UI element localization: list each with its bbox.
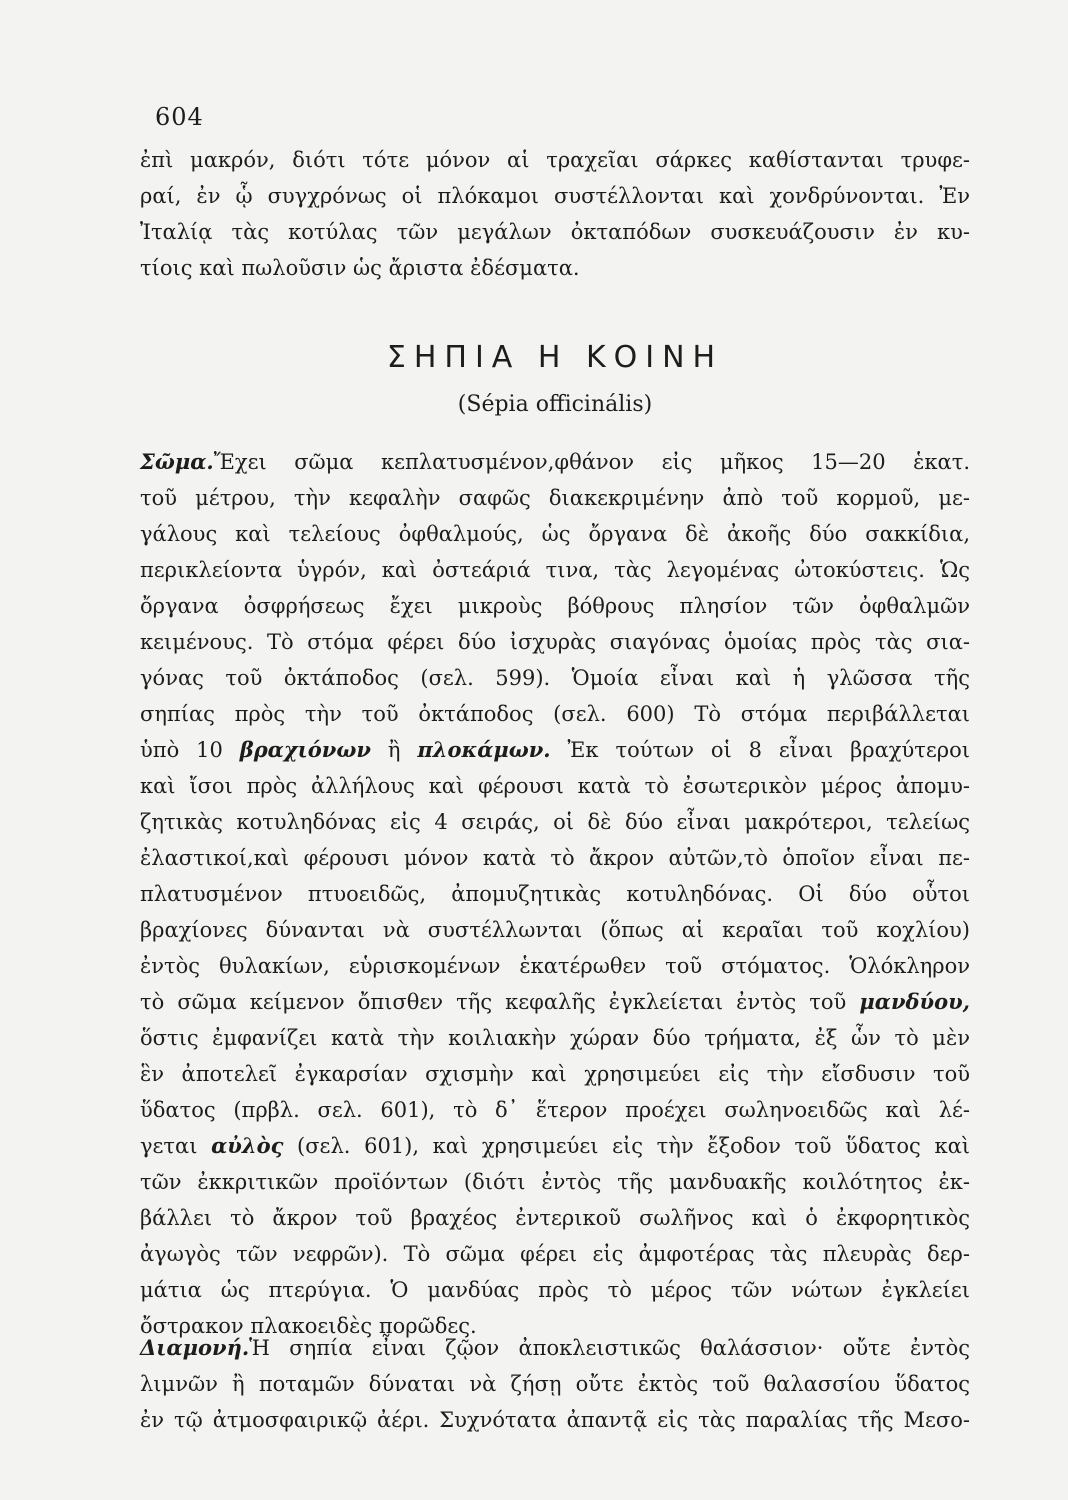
text-line: μάτια ὡς πτερύγια. Ὁ μανδύας πρὸς τὸ μέρος τῶν νώτων ἐγκλείει (140, 1278, 970, 1302)
section-title: ΣΗΠΙΑ Η ΚΟΙΝΗ (386, 340, 724, 375)
text-line: βραχίονες δύνανται νὰ συστέλλωνται (ὅπως αἱ κεραῖαι τοῦ κοχλίου) (140, 918, 970, 942)
term-mantle: μανδύου, (859, 989, 970, 1014)
text-line: ἐλαστικοί,καὶ φέρουσι μόνον κατὰ τὸ ἄκρον αὐτῶν,τὸ ὁποῖον εἶναι πε- (140, 846, 970, 870)
habitat-paragraph (140, 1330, 970, 1438)
text-line (140, 1330, 970, 1366)
text-line: ζητικὰς κοτυληδόνας εἰς 4 σειράς, οἱ δὲ δύο εἶναι μακρότεροι, τελείως (140, 810, 970, 834)
text-segment: ὑπὸ 10 (140, 738, 223, 762)
term-arms: βραχιόνων (239, 737, 371, 762)
text-line: τῶν ἐκκριτικῶν προϊόντων (διότι ἐντὸς τῆς μανδυακῆς κοιλότητος ἐκ- (140, 1170, 970, 1194)
text-line: ἀγωγὸς τῶν νεφρῶν). Τὸ σῶμα φέρει εἰς ἀμφοτέρας τὰς πλευρὰς δερ- (140, 1242, 970, 1266)
text-line (140, 1128, 970, 1164)
text-line: ὄργανα ὀσφρήσεως ἔχει μικροὺς βόθρους πλησίον τῶν ὀφθαλμῶν (140, 594, 970, 618)
text-line: Ἰταλίᾳ τὰς κοτύλας τῶν μεγάλων ὀκταπόδων συσκευάζουσιν ἐν κυ- (140, 220, 970, 244)
text-segment: Ἐκ τούτων οἱ 8 εἶναι βραχύτεροι (567, 738, 970, 762)
intro-paragraph (140, 142, 970, 286)
text-line: ὕδατος (πρβλ. σελ. 601), τὸ δ᾽ ἕτερον προέχει σωληνοειδῶς καὶ λέ- (140, 1098, 970, 1122)
text-line: λιμνῶν ἢ ποταμῶν δύναται νὰ ζήσῃ οὔτε ἐκτὸς τοῦ θαλασσίου ὕδατος (140, 1372, 970, 1396)
text-line: γόνας τοῦ ὀκτάποδος (σελ. 599). Ὁμοία εἶναι καὶ ἡ γλῶσσα τῆς (140, 666, 970, 690)
section-label-body: Σῶμα. (140, 449, 214, 474)
text-line: τοῦ μέτρου, τὴν κεφαλὴν σαφῶς διακεκριμένην ἀπὸ τοῦ κορμοῦ, με- (140, 486, 970, 510)
latin-name: (Sépia officinális) (457, 392, 653, 417)
text-line: ραί, ἐν ᾧ συγχρόνως οἱ πλόκαμοι συστέλλονται καὶ χονδρύνονται. Ἐν (140, 184, 970, 208)
text-line (140, 732, 970, 768)
text-line: πλατυσμένον πτυοειδῶς, ἀπομυζητικὰς κοτυληδόνας. Οἱ δύο οὗτοι (140, 882, 970, 906)
text-line: ἓν ἀποτελεῖ ἐγκαρσίαν σχισμὴν καὶ χρησιμεύει εἰς τὴν εἴσδυσιν τοῦ (140, 1062, 970, 1086)
text-segment: τὸ σῶμα κείμενον ὄπισθεν τῆς κεφαλῆς ἐγκλείεται ἐντὸς τοῦ (140, 990, 847, 1014)
body-paragraph (140, 444, 970, 1344)
section-label-habitat: Διαμονή. (140, 1335, 250, 1360)
text-line: ὅστις ἐμφανίζει κατὰ τὴν κοιλιακὴν χώραν δύο τρήματα, ἐξ ὧν τὸ μὲν (140, 1026, 970, 1050)
page-number: 604 (155, 103, 204, 131)
text-segment: Ἔχει σῶμα κεπλατυσμένον,φθάνον εἰς μῆκος 15—20 ἑκατ. (213, 450, 970, 474)
text-segment: ἢ (387, 738, 401, 762)
text-line (140, 444, 970, 480)
text-line: ἐντὸς θυλακίων, εὑρισκομένων ἑκατέρωθεν τοῦ στόματος. Ὁλόκληρον (140, 954, 970, 978)
term-tube: αὐλὸς (211, 1133, 284, 1158)
text-line: καὶ ἴσοι πρὸς ἀλλήλους καὶ φέρουσι κατὰ τὸ ἐσωτερικὸν μέρος ἀπομυ- (140, 774, 970, 798)
text-line: τίοις καὶ πωλοῦσιν ὡς ἄριστα ἐδέσματα. (140, 256, 580, 280)
text-line: σηπίας πρὸς τὴν τοῦ ὀκτάποδος (σελ. 600) Τὸ στόμα περιβάλλεται (140, 702, 970, 726)
text-segment: Ἡ σηπία εἶναι ζῷον ἀποκλειστικῶς θαλάσσιον· οὔτε ἐντὸς (249, 1336, 970, 1360)
text-line: περικλείοντα ὑγρόν, καὶ ὀστεάριά τινα, τὰς λεγομένας ὠτοκύστεις. Ὡς (140, 558, 970, 582)
text-segment: γεται (140, 1134, 198, 1158)
text-line: ὄστρακον πλακοειδὲς πορῶδες. (140, 1314, 477, 1338)
term-tentacles: πλοκάμων. (417, 737, 551, 762)
text-line: ἐπὶ μακρόν, διότι τότε μόνον αἱ τραχεῖαι σάρκες καθίστανται τρυφε- (140, 148, 970, 172)
text-line: γάλους καὶ τελείους ὀφθαλμούς, ὡς ὄργανα δὲ ἀκοῆς δύο σακκίδια, (140, 522, 970, 546)
text-line: ἐν τῷ ἀτμοσφαιρικῷ ἀέρι. Συχνότατα ἀπαντᾷ εἰς τὰς παραλίας τῆς Μεσο- (140, 1408, 970, 1432)
text-segment: (σελ. 601), καὶ χρησιμεύει εἰς τὴν ἔξοδον τοῦ ὕδατος καὶ (297, 1134, 970, 1158)
text-line: βάλλει τὸ ἄκρον τοῦ βραχέος ἐντερικοῦ σωλῆνος καὶ ὁ ἐκφορητικὸς (140, 1206, 970, 1230)
text-line: κειμένους. Τὸ στόμα φέρει δύο ἰσχυρὰς σιαγόνας ὁμοίας πρὸς τὰς σια- (140, 630, 970, 654)
text-line (140, 984, 970, 1020)
